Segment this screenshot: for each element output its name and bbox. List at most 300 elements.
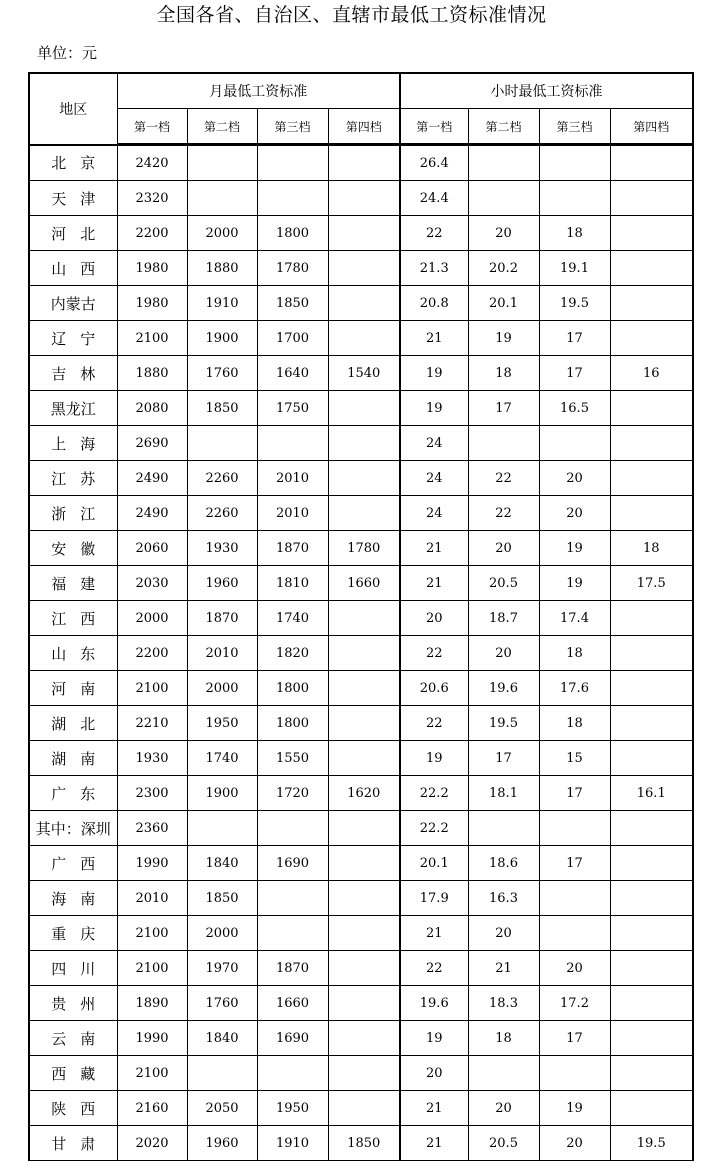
monthly-tier-2-cell: 2260 (187, 461, 257, 496)
region-cell: 黑龙江 (29, 391, 117, 426)
monthly-tier-1-cell: 2490 (117, 496, 187, 531)
monthly-tier-1-cell: 2100 (117, 951, 187, 986)
monthly-tier-2-cell: 1760 (187, 986, 257, 1021)
table-row (29, 846, 693, 881)
monthly-tier-4-cell (328, 145, 400, 181)
wage-table-body (29, 145, 693, 1161)
monthly-tier-1-cell: 1930 (117, 741, 187, 776)
monthly-tier-3-cell (257, 916, 328, 951)
table-row (29, 461, 693, 496)
hourly-tier-2-cell: 20 (468, 531, 539, 566)
monthly-tier-3-cell (257, 426, 328, 461)
hourly-tier-1-cell: 21.3 (400, 251, 468, 286)
monthly-tier-1-cell: 1990 (117, 846, 187, 881)
monthly-tier-1-cell: 2210 (117, 706, 187, 741)
hourly-tier-2-cell: 18.6 (468, 846, 539, 881)
hourly-tier-4-header: 第四档 (610, 109, 693, 145)
hourly-tier-1-cell: 19 (400, 741, 468, 776)
monthly-tier-3-cell: 1750 (257, 391, 328, 426)
hourly-tier-2-cell (468, 426, 539, 461)
region-cell: 西藏 (29, 1056, 117, 1091)
table-row (29, 811, 693, 846)
monthly-tier-1-cell: 2200 (117, 636, 187, 671)
hourly-tier-2-cell: 22 (468, 461, 539, 496)
hourly-tier-2-cell: 20.5 (468, 1126, 539, 1161)
hourly-tier-4-cell (610, 986, 693, 1021)
monthly-tier-2-cell (187, 1056, 257, 1091)
hourly-tier-4-cell (610, 321, 693, 356)
table-row (29, 286, 693, 321)
hourly-tier-2-cell: 20 (468, 636, 539, 671)
hourly-header: 小时最低工资标准 (400, 73, 693, 109)
hourly-tier-1-cell: 19 (400, 391, 468, 426)
hourly-tier-1-cell: 20 (400, 1056, 468, 1091)
table-row (29, 1021, 693, 1056)
region-cell: 湖北 (29, 706, 117, 741)
monthly-tier-4-cell: 1850 (328, 1126, 400, 1161)
hourly-tier-4-cell (610, 671, 693, 706)
hourly-tier-4-cell (610, 811, 693, 846)
region-cell: 北京 (29, 145, 117, 181)
hourly-tier-4-cell (610, 145, 693, 181)
region-cell: 广西 (29, 846, 117, 881)
hourly-tier-4-cell (610, 181, 693, 216)
hourly-tier-4-cell (610, 1056, 693, 1091)
hourly-tier-3-cell (539, 1056, 610, 1091)
hourly-tier-4-cell (610, 601, 693, 636)
table-row (29, 145, 693, 181)
monthly-tier-2-cell: 1910 (187, 286, 257, 321)
table-row (29, 881, 693, 916)
hourly-tier-3-cell: 17.4 (539, 601, 610, 636)
hourly-tier-3-cell: 17.6 (539, 671, 610, 706)
monthly-tier-2-cell (187, 426, 257, 461)
monthly-tier-4-cell (328, 1021, 400, 1056)
table-row (29, 1056, 693, 1091)
monthly-tier-2-cell: 1970 (187, 951, 257, 986)
monthly-tier-3-cell: 1800 (257, 671, 328, 706)
hourly-tier-2-cell: 18 (468, 1021, 539, 1056)
hourly-tier-3-cell (539, 881, 610, 916)
hourly-tier-1-cell: 17.9 (400, 881, 468, 916)
hourly-tier-3-cell: 19.1 (539, 251, 610, 286)
hourly-tier-1-cell: 22 (400, 216, 468, 251)
monthly-tier-4-cell: 1540 (328, 356, 400, 391)
region-cell: 海南 (29, 881, 117, 916)
page-title: 全国各省、自治区、直辖市最低工资标准情况 (156, 4, 547, 26)
monthly-tier-3-cell: 1690 (257, 846, 328, 881)
monthly-tier-1-cell: 2160 (117, 1091, 187, 1126)
monthly-tier-2-header: 第二档 (187, 109, 257, 145)
monthly-tier-4-cell: 1780 (328, 531, 400, 566)
monthly-tier-3-cell (257, 1056, 328, 1091)
hourly-tier-3-cell (539, 916, 610, 951)
monthly-tier-2-cell: 1900 (187, 321, 257, 356)
hourly-tier-4-cell (610, 916, 693, 951)
monthly-tier-4-cell (328, 846, 400, 881)
monthly-tier-3-cell: 1950 (257, 1091, 328, 1126)
table-row (29, 391, 693, 426)
monthly-tier-3-cell (257, 811, 328, 846)
monthly-tier-2-cell: 1950 (187, 706, 257, 741)
hourly-tier-4-cell (610, 461, 693, 496)
monthly-tier-3-cell: 1910 (257, 1126, 328, 1161)
region-cell: 上海 (29, 426, 117, 461)
hourly-tier-3-cell: 19 (539, 566, 610, 601)
monthly-tier-3-cell: 1550 (257, 741, 328, 776)
region-cell: 陕西 (29, 1091, 117, 1126)
monthly-tier-3-cell (257, 145, 328, 181)
hourly-tier-1-cell: 22 (400, 951, 468, 986)
monthly-tier-4-cell (328, 216, 400, 251)
hourly-tier-2-cell: 21 (468, 951, 539, 986)
hourly-tier-1-cell: 19.6 (400, 986, 468, 1021)
monthly-tier-1-cell: 1980 (117, 286, 187, 321)
region-cell: 福建 (29, 566, 117, 601)
hourly-tier-1-cell: 21 (400, 566, 468, 601)
table-row (29, 776, 693, 811)
table-row (29, 636, 693, 671)
table-row (29, 706, 693, 741)
monthly-tier-3-cell: 1740 (257, 601, 328, 636)
monthly-tier-3-cell: 1870 (257, 531, 328, 566)
hourly-tier-4-cell (610, 216, 693, 251)
monthly-tier-1-cell: 2360 (117, 811, 187, 846)
monthly-tier-4-cell (328, 251, 400, 286)
hourly-tier-2-cell: 18 (468, 356, 539, 391)
hourly-tier-1-cell: 22.2 (400, 776, 468, 811)
monthly-tier-4-cell (328, 286, 400, 321)
hourly-tier-1-cell: 22.2 (400, 811, 468, 846)
monthly-tier-4-cell (328, 811, 400, 846)
hourly-tier-3-cell: 16.5 (539, 391, 610, 426)
table-row (29, 916, 693, 951)
hourly-tier-3-cell: 17 (539, 356, 610, 391)
monthly-tier-2-cell (187, 811, 257, 846)
hourly-tier-4-cell (610, 251, 693, 286)
hourly-tier-1-cell: 26.4 (400, 145, 468, 181)
hourly-tier-1-cell: 21 (400, 1091, 468, 1126)
region-cell: 四川 (29, 951, 117, 986)
monthly-tier-1-cell: 1890 (117, 986, 187, 1021)
monthly-tier-4-cell (328, 496, 400, 531)
hourly-tier-3-cell (539, 811, 610, 846)
hourly-tier-1-cell: 19 (400, 1021, 468, 1056)
hourly-tier-4-cell (610, 741, 693, 776)
monthly-tier-3-cell: 1810 (257, 566, 328, 601)
monthly-tier-1-cell: 2020 (117, 1126, 187, 1161)
region-cell: 内蒙古 (29, 286, 117, 321)
table-row (29, 671, 693, 706)
monthly-tier-2-cell: 1760 (187, 356, 257, 391)
hourly-tier-3-cell: 19.5 (539, 286, 610, 321)
hourly-tier-2-header: 第二档 (468, 109, 539, 145)
hourly-tier-2-cell: 18.7 (468, 601, 539, 636)
table-row (29, 1126, 693, 1161)
table-row (29, 741, 693, 776)
hourly-tier-4-cell: 18 (610, 531, 693, 566)
region-cell: 天津 (29, 181, 117, 216)
monthly-tier-4-cell (328, 1056, 400, 1091)
monthly-tier-4-cell (328, 951, 400, 986)
hourly-tier-2-cell: 20 (468, 216, 539, 251)
region-cell: 辽宁 (29, 321, 117, 356)
hourly-tier-3-cell: 18 (539, 216, 610, 251)
region-cell: 河北 (29, 216, 117, 251)
hourly-tier-2-cell: 20.5 (468, 566, 539, 601)
table-row (29, 216, 693, 251)
hourly-tier-1-cell: 24 (400, 426, 468, 461)
monthly-tier-4-cell (328, 1091, 400, 1126)
region-cell: 江苏 (29, 461, 117, 496)
hourly-tier-2-cell: 19.6 (468, 671, 539, 706)
monthly-tier-2-cell: 1930 (187, 531, 257, 566)
hourly-tier-3-cell (539, 145, 610, 181)
hourly-tier-4-cell (610, 391, 693, 426)
monthly-tier-1-header: 第一档 (117, 109, 187, 145)
table-row (29, 601, 693, 636)
hourly-tier-1-cell: 21 (400, 531, 468, 566)
table-row (29, 951, 693, 986)
monthly-tier-2-cell: 1740 (187, 741, 257, 776)
monthly-tier-2-cell: 2260 (187, 496, 257, 531)
table-row (29, 986, 693, 1021)
hourly-tier-4-cell (610, 286, 693, 321)
hourly-tier-1-cell: 22 (400, 706, 468, 741)
table-row (29, 321, 693, 356)
monthly-tier-4-cell (328, 391, 400, 426)
hourly-tier-4-cell (610, 636, 693, 671)
hourly-tier-3-cell: 17.2 (539, 986, 610, 1021)
hourly-tier-2-cell: 20.1 (468, 286, 539, 321)
region-cell: 湖南 (29, 741, 117, 776)
table-row (29, 356, 693, 391)
hourly-tier-3-cell: 17 (539, 846, 610, 881)
monthly-tier-3-cell: 1800 (257, 216, 328, 251)
region-cell: 山东 (29, 636, 117, 671)
monthly-tier-2-cell: 2000 (187, 216, 257, 251)
monthly-tier-2-cell: 1870 (187, 601, 257, 636)
monthly-tier-3-cell (257, 181, 328, 216)
monthly-tier-1-cell: 1980 (117, 251, 187, 286)
hourly-tier-3-cell: 15 (539, 741, 610, 776)
region-cell: 浙江 (29, 496, 117, 531)
monthly-tier-2-cell: 2000 (187, 916, 257, 951)
hourly-tier-4-cell: 19.5 (610, 1126, 693, 1161)
hourly-tier-3-cell: 20 (539, 951, 610, 986)
hourly-tier-4-cell: 17.5 (610, 566, 693, 601)
hourly-tier-3-header: 第三档 (539, 109, 610, 145)
hourly-tier-1-cell: 24 (400, 461, 468, 496)
hourly-tier-2-cell (468, 811, 539, 846)
monthly-tier-3-cell: 2010 (257, 461, 328, 496)
region-header: 地区 (29, 73, 117, 145)
wage-table (28, 72, 694, 1161)
monthly-tier-4-cell: 1660 (328, 566, 400, 601)
region-cell: 河南 (29, 671, 117, 706)
table-row (29, 566, 693, 601)
hourly-tier-3-cell (539, 426, 610, 461)
monthly-tier-4-header: 第四档 (328, 109, 400, 145)
monthly-tier-1-cell: 2000 (117, 601, 187, 636)
monthly-tier-4-cell (328, 706, 400, 741)
hourly-tier-2-cell: 17 (468, 741, 539, 776)
region-cell: 吉林 (29, 356, 117, 391)
region-cell: 安徽 (29, 531, 117, 566)
monthly-tier-3-cell: 1800 (257, 706, 328, 741)
hourly-tier-1-cell: 20.6 (400, 671, 468, 706)
hourly-tier-4-cell (610, 846, 693, 881)
hourly-tier-4-cell (610, 951, 693, 986)
hourly-tier-1-cell: 19 (400, 356, 468, 391)
hourly-tier-2-cell: 20.2 (468, 251, 539, 286)
monthly-tier-4-cell (328, 881, 400, 916)
monthly-tier-4-cell (328, 916, 400, 951)
monthly-tier-2-cell: 2050 (187, 1091, 257, 1126)
hourly-tier-3-cell: 17 (539, 776, 610, 811)
hourly-tier-2-cell (468, 1056, 539, 1091)
hourly-tier-1-cell: 24.4 (400, 181, 468, 216)
monthly-tier-1-cell: 2080 (117, 391, 187, 426)
monthly-tier-4-cell (328, 321, 400, 356)
region-cell: 贵州 (29, 986, 117, 1021)
monthly-tier-2-cell: 1960 (187, 1126, 257, 1161)
region-cell: 江西 (29, 601, 117, 636)
hourly-tier-2-cell: 20 (468, 1091, 539, 1126)
table-row (29, 181, 693, 216)
hourly-tier-1-cell: 20 (400, 601, 468, 636)
monthly-tier-3-cell: 1850 (257, 286, 328, 321)
hourly-tier-1-cell: 21 (400, 1126, 468, 1161)
hourly-tier-1-header: 第一档 (400, 109, 468, 145)
hourly-tier-3-cell: 18 (539, 636, 610, 671)
region-cell: 甘肃 (29, 1126, 117, 1161)
monthly-tier-3-cell: 1870 (257, 951, 328, 986)
hourly-tier-4-cell: 16 (610, 356, 693, 391)
monthly-tier-2-cell: 1900 (187, 776, 257, 811)
hourly-tier-4-cell (610, 496, 693, 531)
monthly-tier-3-header: 第三档 (257, 109, 328, 145)
monthly-tier-2-cell: 1850 (187, 881, 257, 916)
monthly-tier-3-cell: 1640 (257, 356, 328, 391)
region-cell: 山西 (29, 251, 117, 286)
monthly-tier-1-cell: 2420 (117, 145, 187, 181)
hourly-tier-3-cell (539, 181, 610, 216)
monthly-tier-1-cell: 2100 (117, 671, 187, 706)
hourly-tier-2-cell: 18.3 (468, 986, 539, 1021)
monthly-tier-4-cell: 1620 (328, 776, 400, 811)
hourly-tier-3-cell: 19 (539, 1091, 610, 1126)
monthly-tier-3-cell: 1690 (257, 1021, 328, 1056)
region-cell: 广东 (29, 776, 117, 811)
monthly-tier-2-cell (187, 145, 257, 181)
monthly-tier-2-cell: 2010 (187, 636, 257, 671)
monthly-tier-2-cell: 1840 (187, 846, 257, 881)
hourly-tier-4-cell (610, 426, 693, 461)
table-row (29, 496, 693, 531)
hourly-tier-2-cell (468, 181, 539, 216)
region-cell: 其中：深圳 (29, 811, 117, 846)
hourly-tier-4-cell (610, 1021, 693, 1056)
monthly-header: 月最低工资标准 (117, 73, 400, 109)
hourly-tier-4-cell: 16.1 (610, 776, 693, 811)
hourly-tier-1-cell: 22 (400, 636, 468, 671)
monthly-tier-4-cell (328, 671, 400, 706)
monthly-tier-4-cell (328, 636, 400, 671)
monthly-tier-3-cell: 1660 (257, 986, 328, 1021)
monthly-tier-2-cell: 1850 (187, 391, 257, 426)
hourly-tier-4-cell (610, 1091, 693, 1126)
hourly-tier-1-cell: 24 (400, 496, 468, 531)
table-row (29, 251, 693, 286)
monthly-tier-4-cell (328, 986, 400, 1021)
monthly-tier-4-cell (328, 461, 400, 496)
table-row (29, 1091, 693, 1126)
monthly-tier-4-cell (328, 181, 400, 216)
monthly-tier-3-cell: 2010 (257, 496, 328, 531)
hourly-tier-4-cell (610, 881, 693, 916)
monthly-tier-2-cell: 1840 (187, 1021, 257, 1056)
hourly-tier-2-cell: 16.3 (468, 881, 539, 916)
hourly-tier-2-cell: 22 (468, 496, 539, 531)
monthly-tier-3-cell: 1720 (257, 776, 328, 811)
region-cell: 重庆 (29, 916, 117, 951)
hourly-tier-1-cell: 21 (400, 916, 468, 951)
hourly-tier-3-cell: 20 (539, 461, 610, 496)
monthly-tier-1-cell: 2010 (117, 881, 187, 916)
monthly-tier-1-cell: 2060 (117, 531, 187, 566)
monthly-tier-3-cell: 1700 (257, 321, 328, 356)
hourly-tier-1-cell: 21 (400, 321, 468, 356)
monthly-tier-3-cell (257, 881, 328, 916)
monthly-tier-1-cell: 1880 (117, 356, 187, 391)
monthly-tier-4-cell (328, 741, 400, 776)
monthly-tier-1-cell: 2030 (117, 566, 187, 601)
monthly-tier-1-cell: 2200 (117, 216, 187, 251)
hourly-tier-3-cell: 17 (539, 1021, 610, 1056)
hourly-tier-4-cell (610, 706, 693, 741)
hourly-tier-1-cell: 20.1 (400, 846, 468, 881)
hourly-tier-3-cell: 20 (539, 1126, 610, 1161)
monthly-tier-3-cell: 1820 (257, 636, 328, 671)
monthly-tier-1-cell: 2100 (117, 916, 187, 951)
hourly-tier-2-cell (468, 145, 539, 181)
monthly-tier-4-cell (328, 426, 400, 461)
table-row (29, 426, 693, 461)
monthly-tier-1-cell: 2100 (117, 321, 187, 356)
hourly-tier-3-cell: 19 (539, 531, 610, 566)
monthly-tier-3-cell: 1780 (257, 251, 328, 286)
monthly-tier-2-cell: 1960 (187, 566, 257, 601)
hourly-tier-3-cell: 17 (539, 321, 610, 356)
table-row (29, 531, 693, 566)
monthly-tier-1-cell: 2300 (117, 776, 187, 811)
hourly-tier-2-cell: 19.5 (468, 706, 539, 741)
hourly-tier-2-cell: 18.1 (468, 776, 539, 811)
monthly-tier-1-cell: 2490 (117, 461, 187, 496)
hourly-tier-2-cell: 20 (468, 916, 539, 951)
region-cell: 云南 (29, 1021, 117, 1056)
hourly-tier-1-cell: 20.8 (400, 286, 468, 321)
monthly-tier-2-cell: 1880 (187, 251, 257, 286)
monthly-tier-4-cell (328, 601, 400, 636)
unit-label: 单位：元 (37, 44, 98, 62)
hourly-tier-3-cell: 18 (539, 706, 610, 741)
monthly-tier-1-cell: 2690 (117, 426, 187, 461)
monthly-tier-1-cell: 1990 (117, 1021, 187, 1056)
monthly-tier-2-cell: 2000 (187, 671, 257, 706)
monthly-tier-2-cell (187, 181, 257, 216)
